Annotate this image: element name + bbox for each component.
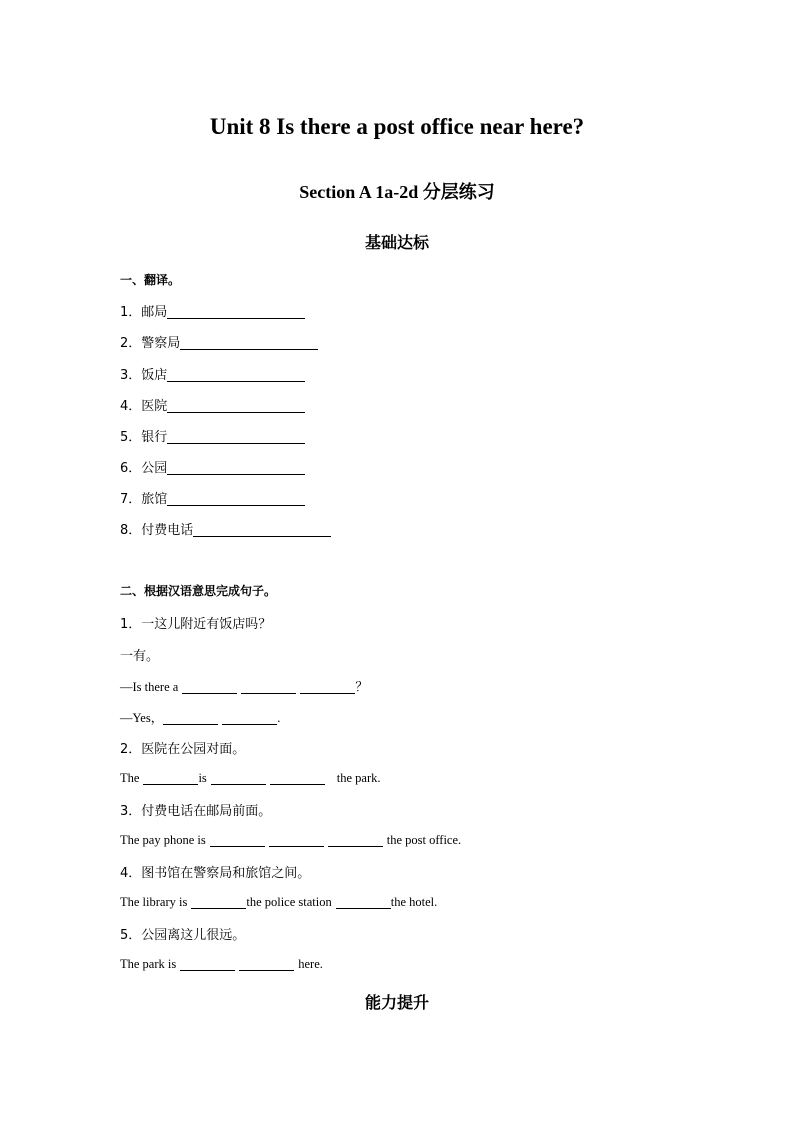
translate-item: 2．警察局 bbox=[120, 332, 318, 351]
answer-blank[interactable] bbox=[300, 679, 355, 694]
question-prompt: 4．图书馆在警察局和旅馆之间。 bbox=[120, 866, 311, 881]
part1-heading: 一、翻译。 bbox=[120, 273, 181, 287]
answer-blank[interactable] bbox=[180, 956, 235, 971]
question-answer-zh: 一有。 bbox=[120, 649, 160, 664]
answer-blank[interactable] bbox=[180, 335, 318, 350]
translate-item: 8．付费电话 bbox=[120, 519, 331, 538]
answer-blank[interactable] bbox=[191, 894, 246, 909]
answer-blank[interactable] bbox=[328, 832, 383, 847]
question-prompt: 1．一这儿附近有饭店吗？ bbox=[120, 617, 272, 632]
section-heading-advanced: 能力提升 bbox=[364, 993, 429, 1012]
translate-item: 7．旅馆 bbox=[120, 488, 305, 507]
answer-blank[interactable] bbox=[167, 398, 305, 413]
translate-item: 4．医院 bbox=[120, 395, 305, 414]
question-prompt: 2．医院在公园对面。 bbox=[120, 742, 246, 757]
question-prompt: 5．公园离这儿很远。 bbox=[120, 928, 246, 943]
translate-item: 1．邮局 bbox=[120, 301, 305, 320]
answer-blank[interactable] bbox=[167, 491, 305, 506]
question-sentence: —Is there a ？ bbox=[120, 680, 368, 694]
answer-blank[interactable] bbox=[210, 832, 265, 847]
answer-blank[interactable] bbox=[167, 304, 305, 319]
part2-heading: 二、根据汉语意思完成句子。 bbox=[120, 584, 277, 598]
question-sentence: The park is here. bbox=[120, 957, 323, 971]
question-sentence: The library is the police station the hotel. bbox=[120, 895, 438, 909]
answer-blank[interactable] bbox=[222, 710, 277, 725]
translate-item: 3．饭店 bbox=[120, 364, 305, 383]
answer-blank[interactable] bbox=[182, 679, 237, 694]
section-heading-basic: 基础达标 bbox=[364, 233, 429, 252]
translate-item: 6．公园 bbox=[120, 457, 305, 476]
page-title: Unit 8 Is there a post office near here? bbox=[209, 114, 585, 139]
answer-blank[interactable] bbox=[241, 679, 296, 694]
answer-blank[interactable] bbox=[167, 460, 305, 475]
answer-blank[interactable] bbox=[193, 522, 331, 537]
answer-blank[interactable] bbox=[270, 770, 325, 785]
question-sentence: The is the park. bbox=[120, 771, 381, 785]
answer-blank[interactable] bbox=[239, 956, 294, 971]
question-prompt: 3．付费电话在邮局前面。 bbox=[120, 804, 272, 819]
answer-blank[interactable] bbox=[167, 367, 305, 382]
answer-blank[interactable] bbox=[211, 770, 266, 785]
answer-blank[interactable] bbox=[269, 832, 324, 847]
answer-blank[interactable] bbox=[143, 770, 198, 785]
answer-blank[interactable] bbox=[336, 894, 391, 909]
question-sentence: The pay phone is the post office. bbox=[120, 833, 462, 847]
section-subtitle: Section A 1a-2d 分层练习 bbox=[299, 182, 495, 202]
answer-blank[interactable] bbox=[163, 710, 218, 725]
translate-item: 5．银行 bbox=[120, 426, 305, 445]
question-sentence: —Yes， . bbox=[120, 711, 281, 725]
answer-blank[interactable] bbox=[167, 429, 305, 444]
